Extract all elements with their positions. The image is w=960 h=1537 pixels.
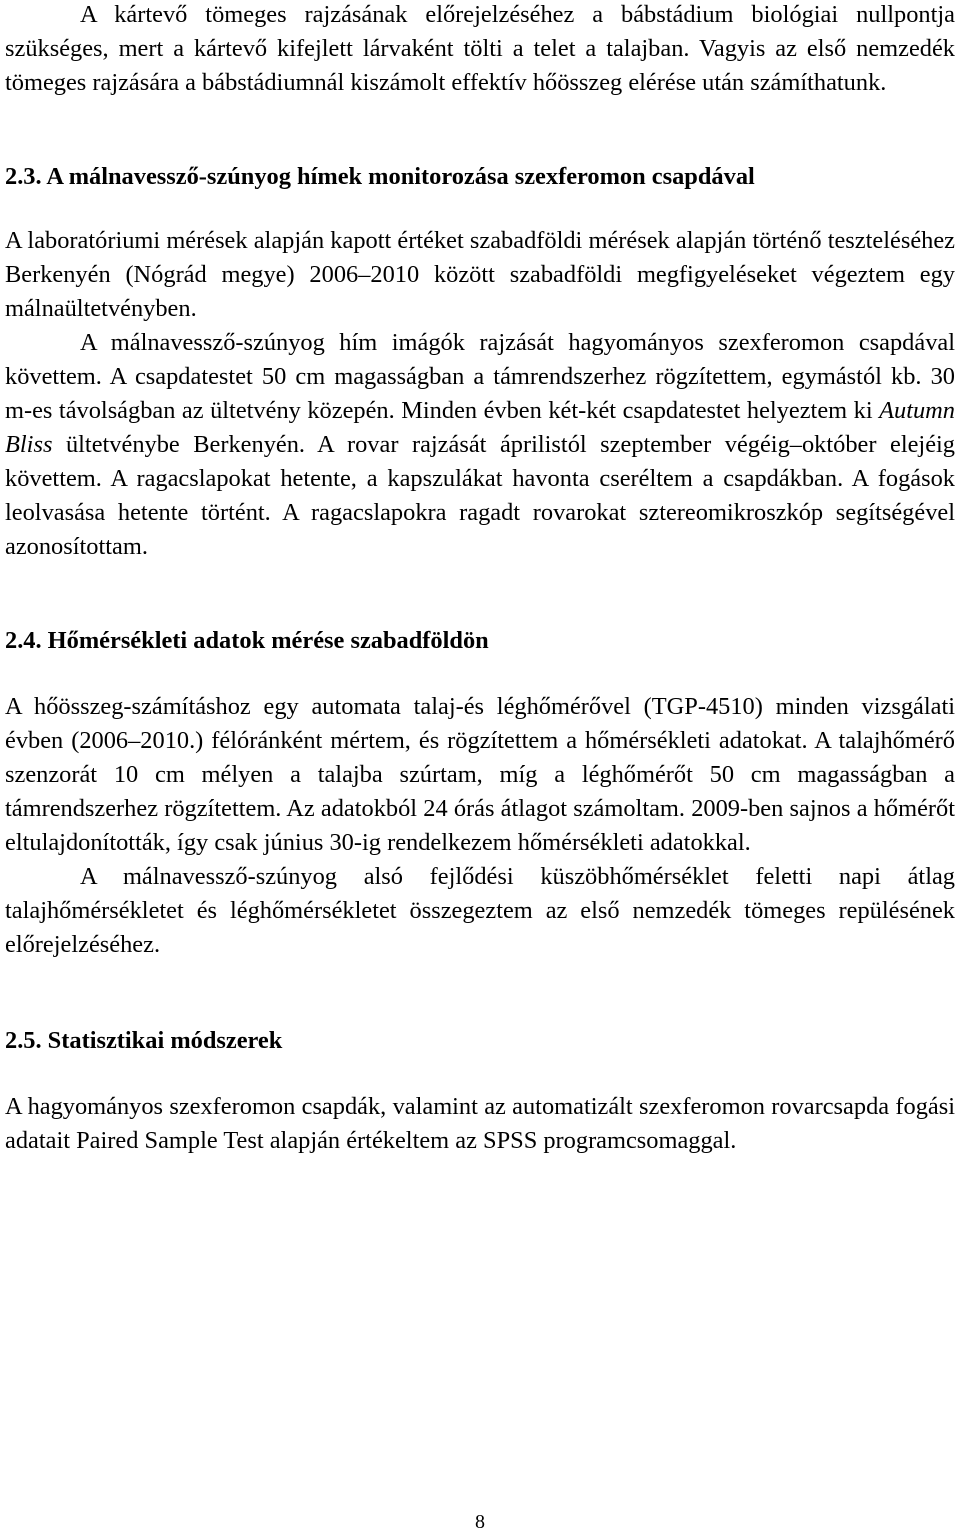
section-2-5-paragraph-1: A hagyományos szexferomon csapdák, valamint az automatizált szexferomon rovarcsapda fogási adatait Paired Sample Test alapján értékeltem az SPSS programcsomaggal.	[5, 1093, 955, 1154]
page-number: 8	[475, 1511, 485, 1533]
intro-paragraph: A kártevő tömeges rajzásának előrejelzéséhez a bábstádium biológiai nullpontja szükséges, mert a kártevő kifejlett lárvaként tölti a telet a talajban. Vagyis az első nemzedék tömeges rajzására a bábstádiumnál kiszámolt effektív hőösszeg elérése után számíthatunk.	[5, 1, 955, 96]
section-2-3-paragraph-2-end: ültetvénybe Berkenyén. A rovar rajzását áprilistól szeptember végéig–október elejéig követtem. A ragacslapokat hetente, a kapszulákat havonta cseréltem a csapdákban. A fogások leolvasása hetente történt. A ragacslapokra ragadt rovarokat sztereomikroszkóp segítségével azonosítottam.	[5, 431, 955, 560]
cultivar-name: Autumn Bliss	[5, 397, 955, 458]
section-2-3-paragraph-2-start: A málnavessző-szúnyog hím imágók rajzását hagyományos szexferomon csapdával követtem. A csapdatestet 50 cm magasságban a támrendszerhez rögzítettem, egymástól kb. 30 m-es távolságban az ültetvény közepén. Minden évben két-két csapdatestet helyeztem ki	[5, 329, 955, 424]
section-2-5-heading: 2.5. Statisztikai módszerek	[5, 1027, 283, 1054]
document-page	[5, 0, 955, 1158]
section-2-3-heading: 2.3. A málnavessző-szúnyog hímek monitorozása szexferomon csapdával	[5, 163, 755, 190]
section-2-4-paragraph-2: A málnavessző-szúnyog alsó fejlődési küszöbhőmérséklet feletti napi átlag talajhőmérsékletet és léghőmérsékletet összegeztem az első nemzedék tömeges repülésének előrejelzéséhez.	[5, 863, 955, 958]
section-2-4-heading: 2.4. Hőmérsékleti adatok mérése szabadföldön	[5, 627, 489, 654]
section-2-3-paragraph-1: A laboratóriumi mérések alapján kapott értéket szabadföldi mérések alapján történő teszteléséhez Berkenyén (Nógrád megye) 2006–2010 között szabadföldi megfigyeléseket végeztem egy málnaültetvényben.	[5, 227, 955, 322]
section-2-4-paragraph-1: A hőösszeg-számításhoz egy automata talaj-és léghőmérővel (TGP-4510) minden vizsgálati évben (2006–2010.) félóránként mértem, és rögzítettem a hőmérsékleti adatokat. A talajhőmérő szenzorát 10 cm mélyen a talajba szúrtam, míg a léghőmérőt 50 cm magasságban a támrendszerhez rögzítettem. Az adatokból 24 órás átlagot számoltam. 2009-ben sajnos a hőmérőt eltulajdonították, így csak június 30-ig rendelkezem hőmérsékleti adatokkal.	[5, 693, 955, 856]
section-2-3-paragraph-2	[5, 326, 955, 564]
